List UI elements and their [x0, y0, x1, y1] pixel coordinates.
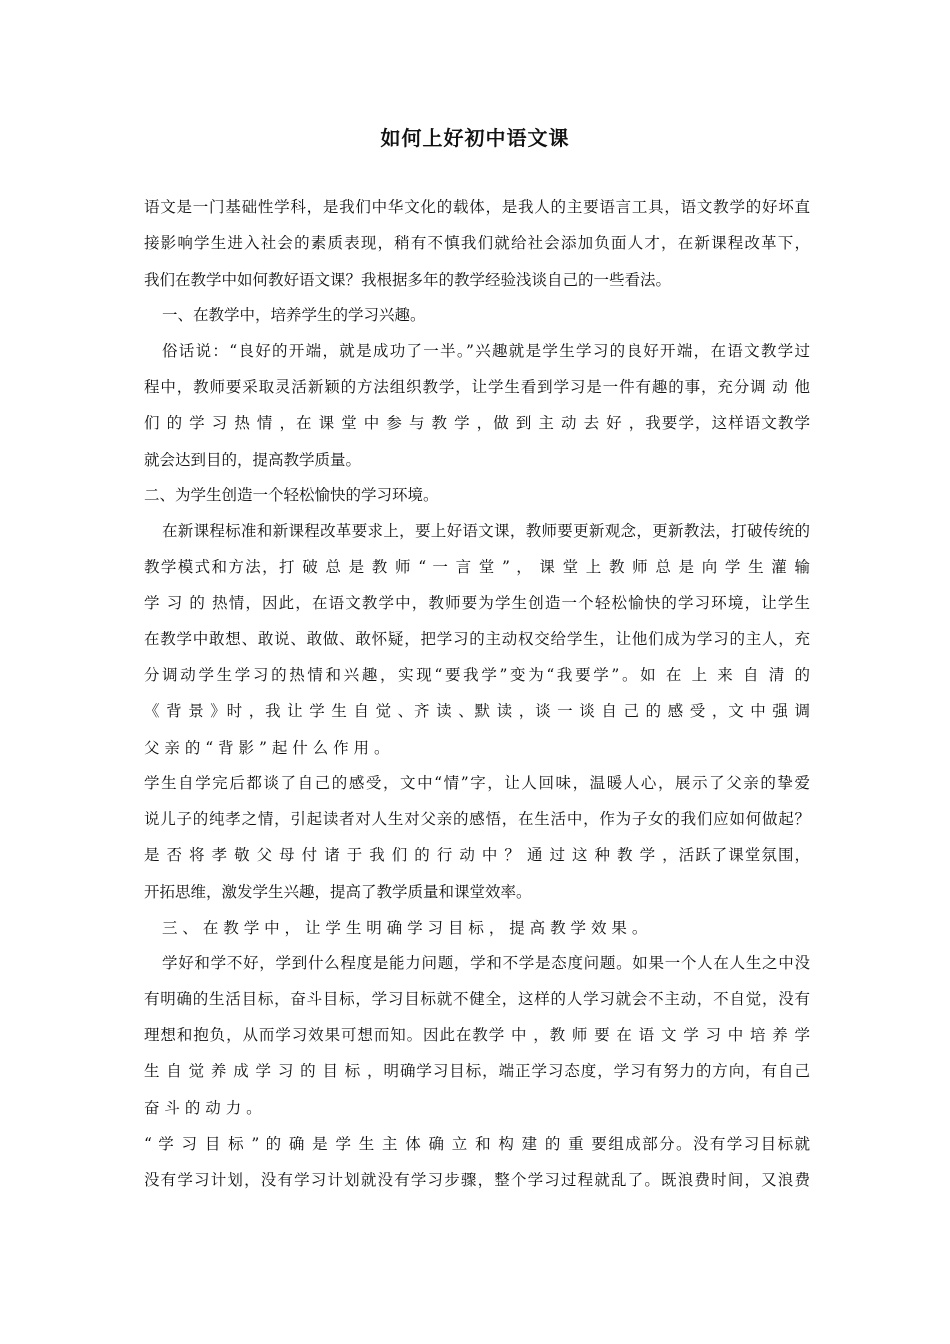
paragraph-line: 说儿子的纯孝之情，引起读者对人生对父亲的感悟，在生活中，作为子女的我们应如何做起？ — [144, 810, 810, 828]
paragraph-line: 父 亲 的 “ 背 影 ” 起 什 么 作 用 。 — [144, 739, 390, 757]
paragraph-line: 接影响学生进入社会的素质表现，稍有不慎我们就给社会添加负面人才，在新课程改革下， — [144, 234, 810, 252]
paragraph-line: 没有学习计划，没有学习计划就没有学习步骤，整个学习过程就乱了。既浪费时间，又浪费 — [144, 1171, 810, 1189]
paragraph-line: “ 学 习 目 标 ” 的 确 是 学 生 主 体 确 立 和 构 建 的 重 要组成部分。没有学习目标就 — [144, 1135, 810, 1153]
section-heading: 一、在教学中，培养学生的学习兴趣。 — [162, 306, 426, 324]
paragraph-line: 奋 斗 的 动 力 。 — [144, 1099, 262, 1117]
document-title: 如何上好初中语文课 — [380, 126, 570, 150]
paragraph-line: 语文是一门基础性学科，是我们中华文化的载体，是我人的主要语言工具，语文教学的好坏直 — [144, 198, 810, 216]
paragraph-line: 程中，教师要采取灵活新颖的方法组织教学，让学生看到学习是一件有趣的事，充分调 动 他 — [144, 378, 810, 396]
paragraph-line: 我们在教学中如何教好语文课？我根据多年的教学经验浅谈自己的一些看法。 — [144, 271, 672, 289]
paragraph-line: 就会达到目的，提高教学质量。 — [144, 451, 362, 469]
paragraph-line: 学好和学不好，学到什么程度是能力问题，学和不学是态度问题。如果一个人在人生之中没 — [162, 954, 810, 972]
paragraph-line: 在教学中敢想、敢说、敢做、敢怀疑，把学习的主动权交给学生，让他们成为学习的主人，充 — [144, 630, 810, 648]
paragraph-line: 俗话说：“良好的开端，就是成功了一半。”兴趣就是学生学习的良好开端，在语文教学过 — [162, 342, 810, 360]
paragraph-line: 学生自学完后都谈了自己的感受，文中“情”字，让人回味，温暖人心，展示了父亲的挚爱 — [144, 774, 810, 792]
paragraph-line: 在新课程标准和新课程改革要求上，要上好语文课，教师要更新观念，更新教法，打破传统的 — [162, 522, 810, 540]
section-heading: 三 、 在 教 学 中 ， 让 学 生 明 确 学 习 目 标 ， 提 高 教 学 效 果 。 — [162, 919, 648, 937]
section-heading: 二、为学生创造一个轻松愉快的学习环境。 — [144, 486, 439, 504]
paragraph-line: 生 自 觉 养 成 学 习 的 目 标 ，明确学习目标，端正学习态度，学习有努力的方向，有自己 — [144, 1062, 810, 1080]
paragraph-line: 有明确的生活目标，奋斗目标，学习目标就不健全，这样的人学习就会不主动，不自觉，没有 — [144, 990, 810, 1008]
paragraph-line: 《 背 景 》时 ，我 让 学 生 自 觉 、齐 读 、默 读 ，谈 一 谈 自 己 的 感 受 ，文 中 强 调 — [144, 702, 810, 720]
paragraph-line: 理想和抱负，从而学习效果可想而知。因此在教学 中 ，教 师 要 在 语 文 学 习 中 培 养 学 — [144, 1026, 810, 1044]
paragraph-line: 教学模式和方法，打 破 总 是 教 师 “ 一 言 堂 ” ， 课 堂 上 教 师 总 是 向 学 生 灌 输 — [144, 558, 810, 576]
paragraph-line: 们 的 学 习 热 情 ，在 课 堂 中 参 与 教 学 ，做 到 主 动 去 好 ，我要学，这样语文教学 — [144, 414, 810, 432]
paragraph-line: 开拓思维，激发学生兴趣，提高了教学质量和课堂效率。 — [144, 883, 532, 901]
paragraph-line: 学 习 的 热情，因此，在语文教学中，教师要为学生创造一个轻松愉快的学习环境，让学生 — [144, 594, 810, 612]
paragraph-line: 分调动学生学习的热情和兴趣，实现“要我学”变为“我要学”。如 在 上 来 自 清 的 — [144, 666, 810, 684]
paragraph-line: 是 否 将 孝 敬 父 母 付 诸 于 我 们 的 行 动 中 ？ 通 过 这 种 教 学 ，活跃了课堂氛围， — [144, 846, 810, 864]
